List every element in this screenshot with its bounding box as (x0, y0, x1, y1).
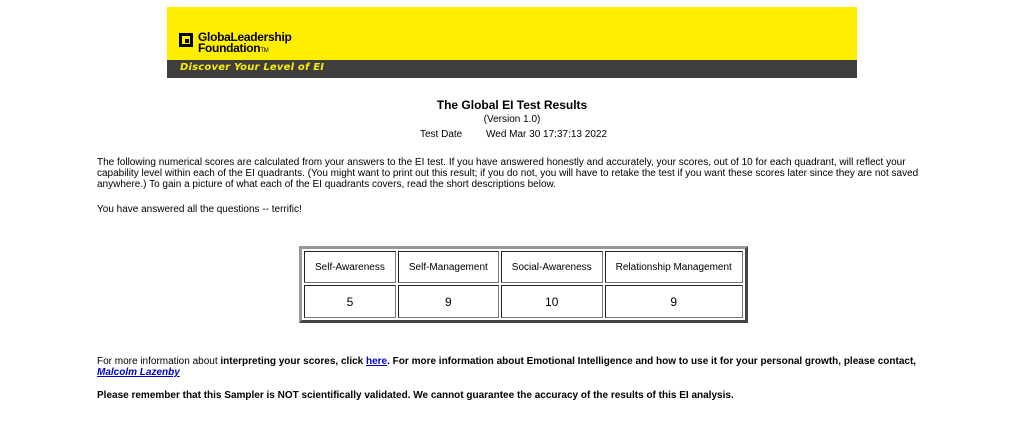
logo-line-2: FoundationTM (198, 41, 269, 55)
test-date (420, 129, 607, 140)
logo-line-1: GlobaLeadership (198, 30, 292, 44)
contact-link[interactable]: Malcolm Lazenby (97, 367, 180, 378)
more-info-paragraph: For more information about interpreting your scores, click here. For more information about Emotional Intelligence and how to use it for your personal growth, please contact, Malcolm Lazenby (97, 356, 917, 378)
header-self-awareness: Self-Awareness (304, 251, 396, 283)
header-relationship-management: Relationship Management (605, 251, 743, 283)
score-self-awareness: 5 (304, 285, 396, 318)
test-date-label: Test Date (420, 129, 463, 140)
disclaimer: Please remember that this Sampler is NOT scientifically validated. We cannot guarantee the accuracy of the results of this EI analysis. (97, 390, 734, 401)
header-self-management: Self-Management (398, 251, 499, 283)
tagline: Discover Your Level of EI (180, 62, 325, 73)
scores-value-row (304, 285, 743, 318)
scores-table (299, 246, 748, 323)
tagline-bar (167, 60, 857, 78)
here-link[interactable]: here (366, 356, 388, 367)
page-title: The Global EI Test Results (436, 98, 588, 112)
logo (198, 32, 292, 57)
logo-square-icon (179, 33, 193, 47)
score-social-awareness: 10 (501, 285, 603, 318)
scores-header-row (304, 251, 743, 283)
score-relationship-management: 9 (605, 285, 743, 318)
version-label: (Version 1.0) (483, 114, 541, 125)
header-social-awareness: Social-Awareness (501, 251, 603, 283)
score-self-management: 9 (398, 285, 499, 318)
test-date-value: Wed Mar 30 17:37:13 2022 (486, 129, 608, 140)
answered-note: You have answered all the questions -- terrific! (97, 204, 302, 215)
header-banner (167, 7, 857, 78)
logo-trademark: TM (260, 48, 269, 54)
intro-paragraph: The following numerical scores are calculated from your answers to the EI test. If you have answered honestly and accurately, your scores, out of 10 for each quadrant, will reflect your capability level within each of the EI quadrants. (You might want to print out this result; if you do not, you will have to retake the test if you want these scores later since they are not saved anywhere.) To gain a picture of what each of the EI quadrants covers, read the short descriptions below. (97, 157, 919, 190)
